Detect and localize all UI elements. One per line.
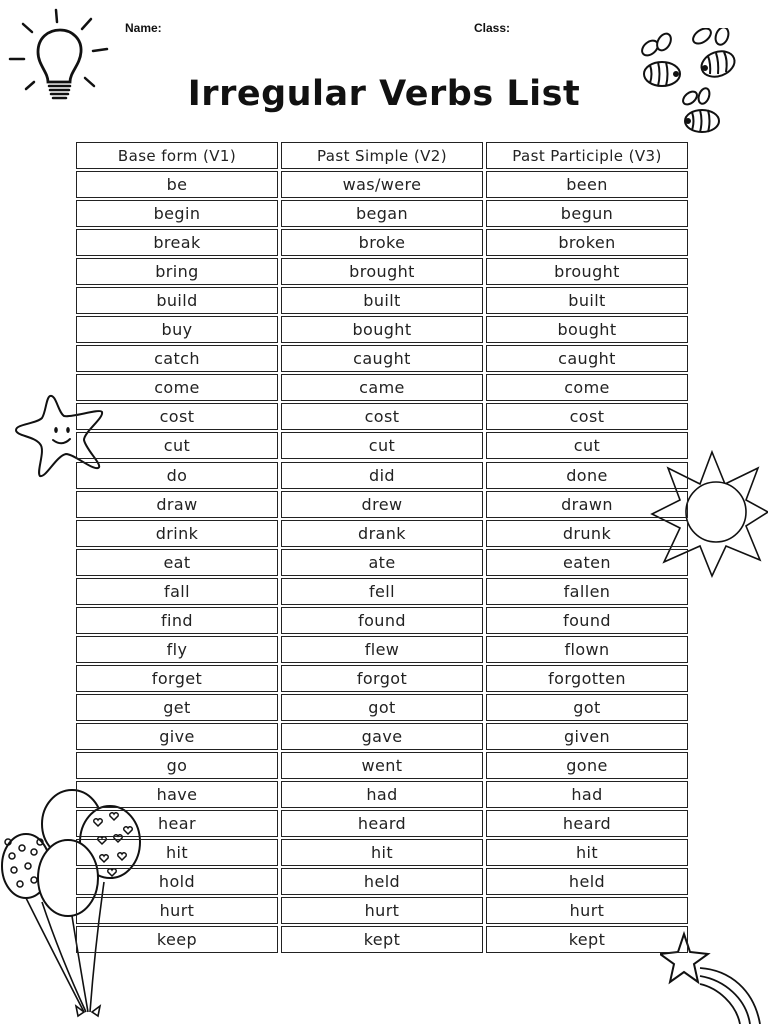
table-row [76, 752, 694, 779]
past-simple-cell: was/were [281, 171, 483, 198]
base-form-cell: come [76, 374, 278, 401]
past-participle-cell: drawn [486, 491, 688, 518]
base-form-cell: hold [76, 868, 278, 895]
base-form-cell: hear [76, 810, 278, 837]
base-form-cell: begin [76, 200, 278, 227]
past-participle-cell: gone [486, 752, 688, 779]
past-simple-cell: kept [281, 926, 483, 953]
table-row [76, 723, 694, 750]
base-form-cell: fly [76, 636, 278, 663]
table-row [76, 549, 694, 576]
past-simple-cell: cost [281, 403, 483, 430]
table-row [76, 607, 694, 634]
past-simple-cell: forgot [281, 665, 483, 692]
past-simple-cell: drew [281, 491, 483, 518]
past-participle-cell: done [486, 462, 688, 489]
table-row [76, 287, 694, 314]
past-simple-cell: got [281, 694, 483, 721]
past-participle-cell: built [486, 287, 688, 314]
table-row [76, 694, 694, 721]
base-form-cell: do [76, 462, 278, 489]
table-row [76, 926, 694, 953]
header-base-form: Base form (V1) [76, 142, 278, 169]
past-participle-cell: brought [486, 258, 688, 285]
past-participle-cell: begun [486, 200, 688, 227]
past-simple-cell: found [281, 607, 483, 634]
base-form-cell: bring [76, 258, 278, 285]
header-past-simple: Past Simple (V2) [281, 142, 483, 169]
past-simple-cell: cut [281, 432, 483, 459]
past-simple-cell: bought [281, 316, 483, 343]
table-row [76, 403, 694, 430]
past-simple-cell: ate [281, 549, 483, 576]
table-header-row [76, 142, 694, 169]
table-row [76, 258, 694, 285]
past-participle-cell: hit [486, 839, 688, 866]
base-form-cell: be [76, 171, 278, 198]
past-participle-cell: eaten [486, 549, 688, 576]
class-label: Class: [474, 21, 511, 35]
base-form-cell: break [76, 229, 278, 256]
past-participle-cell: held [486, 868, 688, 895]
past-simple-cell: drank [281, 520, 483, 547]
past-participle-cell: got [486, 694, 688, 721]
base-form-cell: draw [76, 491, 278, 518]
past-participle-cell: drunk [486, 520, 688, 547]
table-row [76, 810, 694, 837]
past-simple-cell: hit [281, 839, 483, 866]
base-form-cell: forget [76, 665, 278, 692]
base-form-cell: hit [76, 839, 278, 866]
past-participle-cell: forgotten [486, 665, 688, 692]
past-participle-cell: flown [486, 636, 688, 663]
past-simple-cell: built [281, 287, 483, 314]
table-row [76, 839, 694, 866]
table-row [76, 345, 694, 372]
past-participle-cell: kept [486, 926, 688, 953]
base-form-cell: hurt [76, 897, 278, 924]
base-form-cell: eat [76, 549, 278, 576]
header-past-participle: Past Participle (V3) [486, 142, 688, 169]
past-simple-cell: began [281, 200, 483, 227]
past-participle-cell: fallen [486, 578, 688, 605]
past-participle-cell: bought [486, 316, 688, 343]
table-row [76, 520, 694, 547]
past-simple-cell: fell [281, 578, 483, 605]
past-participle-cell: cost [486, 403, 688, 430]
past-simple-cell: went [281, 752, 483, 779]
base-form-cell: catch [76, 345, 278, 372]
past-simple-cell: gave [281, 723, 483, 750]
irregular-verbs-table [76, 142, 694, 955]
table-row [76, 897, 694, 924]
past-simple-cell: came [281, 374, 483, 401]
past-simple-cell: broke [281, 229, 483, 256]
base-form-cell: find [76, 607, 278, 634]
past-participle-cell: found [486, 607, 688, 634]
past-participle-cell: heard [486, 810, 688, 837]
table-body [76, 171, 694, 953]
past-simple-cell: hurt [281, 897, 483, 924]
base-form-cell: build [76, 287, 278, 314]
past-simple-cell: had [281, 781, 483, 808]
table-row [76, 171, 694, 198]
past-participle-cell: broken [486, 229, 688, 256]
base-form-cell: give [76, 723, 278, 750]
lightbulb-icon [4, 2, 114, 110]
past-simple-cell: brought [281, 258, 483, 285]
table-row [76, 200, 694, 227]
table-row [76, 868, 694, 895]
table-row [76, 316, 694, 343]
table-row [76, 432, 694, 459]
table-row [76, 374, 694, 401]
base-form-cell: have [76, 781, 278, 808]
table-row [76, 665, 694, 692]
past-simple-cell: held [281, 868, 483, 895]
table-row [76, 491, 694, 518]
name-label: Name: [125, 21, 162, 35]
past-participle-cell: come [486, 374, 688, 401]
base-form-cell: go [76, 752, 278, 779]
base-form-cell: get [76, 694, 278, 721]
page-title: Irregular Verbs List [187, 74, 581, 114]
table-row [76, 578, 694, 605]
past-participle-cell: given [486, 723, 688, 750]
base-form-cell: keep [76, 926, 278, 953]
past-participle-cell: been [486, 171, 688, 198]
base-form-cell: cut [76, 432, 278, 459]
table-row [76, 229, 694, 256]
base-form-cell: buy [76, 316, 278, 343]
past-participle-cell: cut [486, 432, 688, 459]
past-participle-cell: had [486, 781, 688, 808]
table-row [76, 462, 694, 489]
table-row [76, 636, 694, 663]
base-form-cell: drink [76, 520, 278, 547]
base-form-cell: fall [76, 578, 278, 605]
base-form-cell: cost [76, 403, 278, 430]
past-simple-cell: caught [281, 345, 483, 372]
table-row [76, 781, 694, 808]
bee-icon [640, 28, 750, 138]
past-simple-cell: heard [281, 810, 483, 837]
past-participle-cell: hurt [486, 897, 688, 924]
past-participle-cell: caught [486, 345, 688, 372]
past-simple-cell: did [281, 462, 483, 489]
past-simple-cell: flew [281, 636, 483, 663]
